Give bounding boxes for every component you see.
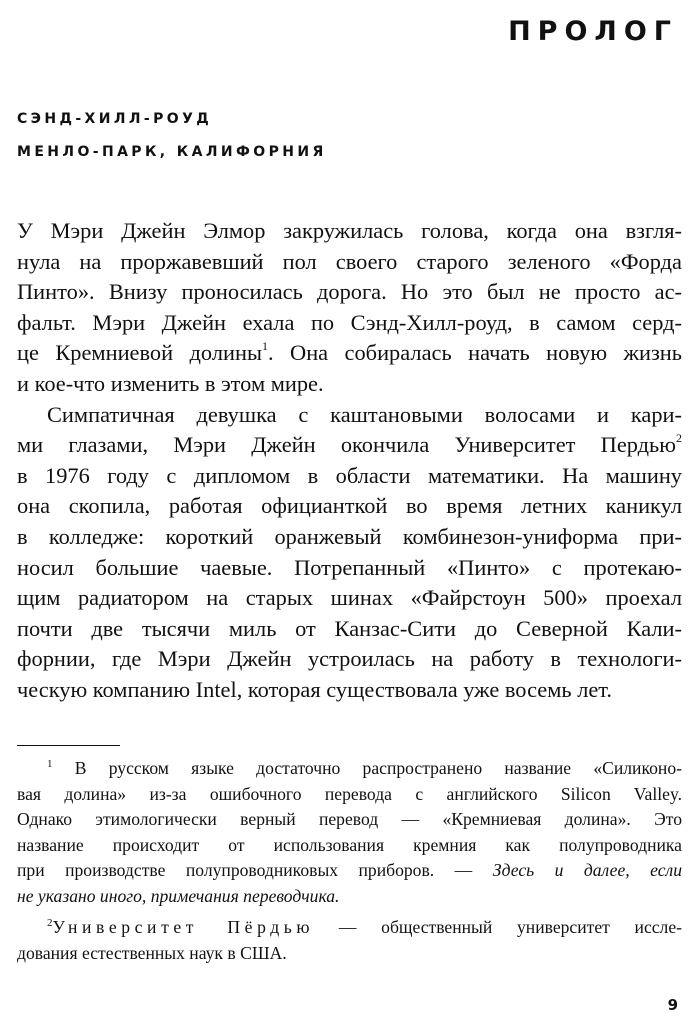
page-number: 9	[667, 996, 678, 1014]
footnote-line: Однако этимологически верный перевод — «Кремниевая долина». Это	[17, 809, 682, 829]
text-line: в 1976 году с дипломом в области математики. На машину	[17, 462, 682, 488]
text-line: форнии, где Мэри Джейн устроилась на работу в технологи-	[17, 646, 682, 672]
text-line: ческую компанию Intel, которая существовала уже восемь лет.	[17, 676, 613, 702]
text-line: фальт. Мэри Джейн ехала по Сэнд-Хилл-роуд, в самом серд-	[17, 309, 682, 335]
text-line	[17, 338, 682, 369]
footnote-2	[17, 915, 682, 966]
footnote-ref-1[interactable]: 1	[262, 338, 268, 353]
footnote-1	[17, 756, 682, 909]
text-fragment: при производстве полупроводниковых приборов. —	[17, 860, 493, 880]
text-line: Симпатичная девушка с каштановыми волосами и кари-	[47, 401, 682, 427]
footnote-line	[17, 858, 682, 884]
text-line: Пинто». Внизу проносилась дорога. Но это был не просто ас-	[17, 279, 682, 305]
location-street: СЭНД-ХИЛЛ-РОУД	[17, 111, 213, 127]
footnotes	[17, 756, 682, 966]
footnote-term: Университет Пёрдью	[52, 917, 315, 937]
text-line: она скопила, работая официанткой во время летних каникул	[17, 493, 682, 519]
text-line: носил большие чаевые. Потрепанный «Пинто» с протекаю-	[17, 554, 682, 580]
text-line	[17, 430, 682, 461]
text-line: нула на проржавевший пол своего старого зеленого «Форда	[17, 248, 682, 274]
footnote-ref-2[interactable]: 2	[676, 430, 682, 445]
text-fragment: . Она собиралась начать новую жизнь	[268, 340, 682, 366]
paragraph-2	[17, 400, 682, 706]
text-fragment: — общественный университет иссле-	[314, 917, 683, 937]
italic-note: Здесь и далее, если	[492, 860, 682, 880]
text-line: в колледже: короткий оранжевый комбинезон-униформа при-	[17, 523, 682, 549]
text-line: щим радиатором на старых шинах «Файрстоун 500» проехал	[17, 585, 682, 611]
footnote-line	[17, 756, 682, 782]
paragraph-1	[17, 216, 682, 400]
footnote-number: 1	[47, 758, 53, 771]
footnote-divider	[17, 745, 120, 746]
main-text	[17, 216, 682, 706]
footnote-line: не указано иного, примечания переводчика.	[17, 885, 340, 906]
chapter-title: ПРОЛОГ	[508, 16, 678, 47]
text-fragment: В русском языке достаточно распространено название «Силиконо-	[52, 758, 682, 778]
text-fragment: це Кремниевой долины	[17, 340, 262, 366]
location-city: МЕНЛО-ПАРК, КАЛИФОРНИЯ	[17, 144, 327, 160]
footnote-number: 2	[47, 917, 53, 930]
text-line: и кое-что изменить в этом мире.	[17, 370, 324, 396]
footnote-line: дования естественных наук в США.	[17, 942, 287, 963]
text-fragment: ми глазами, Мэри Джейн окончила Университет Пердью	[17, 432, 676, 458]
text-line: почти две тысячи миль от Канзас-Сити до Северной Кали-	[17, 615, 682, 641]
footnote-line: название происходит от использования кремния как полупроводника	[17, 834, 682, 855]
footnote-line: вая долина» из-за ошибочного перевода с английского Silicon Valley.	[17, 783, 682, 804]
footnote-line	[17, 915, 682, 941]
text-line: У Мэри Джейн Элмор закружилась голова, когда она взгля-	[17, 218, 682, 243]
